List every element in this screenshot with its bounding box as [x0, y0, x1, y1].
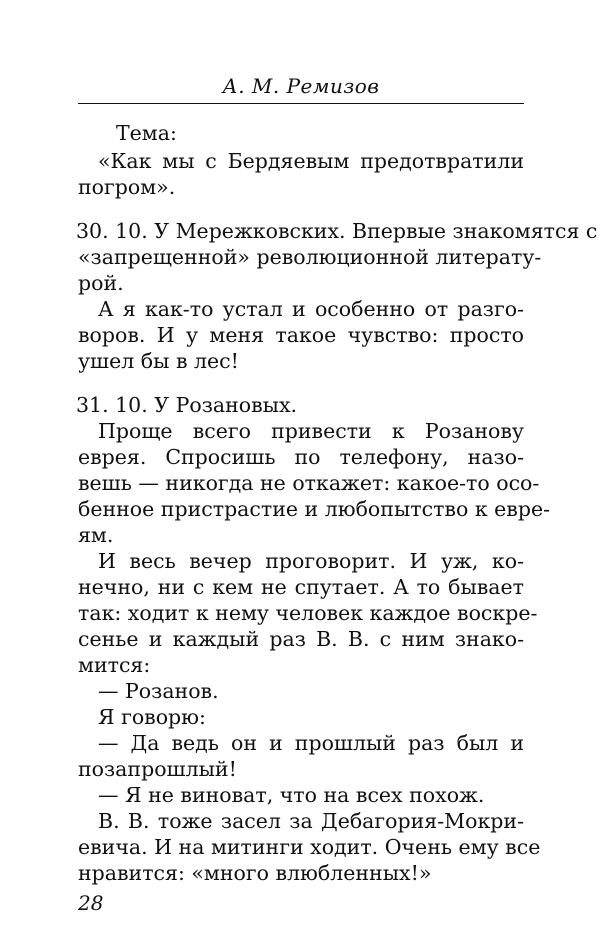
text-line: мится: [78, 653, 151, 677]
text-line: сенье и каждый раз В. В. с ним знако- [78, 627, 524, 651]
text-line: еврея. Спросишь по телефону, назо- [78, 445, 524, 469]
text-line: вешь — никогда не откажет: какое-то осо- [78, 471, 540, 495]
text-line: В. В. тоже засел за Дебагория-Мокри- [98, 809, 524, 833]
text-line: рой. [78, 271, 124, 295]
text-line: А я как-то устал и особенно от разго- [98, 297, 524, 321]
text-line: ушел бы в лес! [78, 349, 239, 373]
text-line: Я говорю: [98, 705, 206, 729]
header-rule [78, 103, 524, 104]
text-line: Тема: [116, 121, 177, 145]
text-line: 30. 10. У Мережковских. Впервые знакомятся с [76, 219, 598, 243]
text-line: евича. И на митинги ходит. Очень ему все [78, 835, 541, 859]
text-line: воров. И у меня такое чувство: просто [78, 323, 524, 347]
text-line: — Да ведь он и прошлый раз был и [98, 731, 524, 755]
text-line: — Розанов. [98, 679, 219, 703]
text-line: нечно, ни с кем не спутает. А то бывает [78, 575, 524, 599]
text-line: 31. 10. У Розановых. [76, 393, 298, 417]
text-line: «Как мы с Бердяевым предотвратили [98, 149, 524, 173]
page-number: 28 [78, 891, 104, 915]
text-line: бенное пристрастие и любопытство к евре- [78, 497, 551, 521]
text-line: погром». [78, 175, 176, 199]
text-line: «запрещенной» революционной литерату- [78, 245, 542, 269]
text-line: ям. [78, 523, 114, 547]
running-head: А. М. Ремизов [222, 74, 380, 98]
text-line: И весь вечер проговорит. И уж, ко- [98, 549, 524, 573]
text-line: нравится: «много влюбленных!» [78, 861, 432, 885]
text-line: — Я не виноват, что на всех похож. [98, 783, 485, 807]
text-line: так: ходит к нему человек каждое воскре- [78, 601, 538, 625]
text-line: Проще всего привести к Розанову [98, 419, 524, 443]
text-line: позапрошлый! [78, 757, 237, 781]
